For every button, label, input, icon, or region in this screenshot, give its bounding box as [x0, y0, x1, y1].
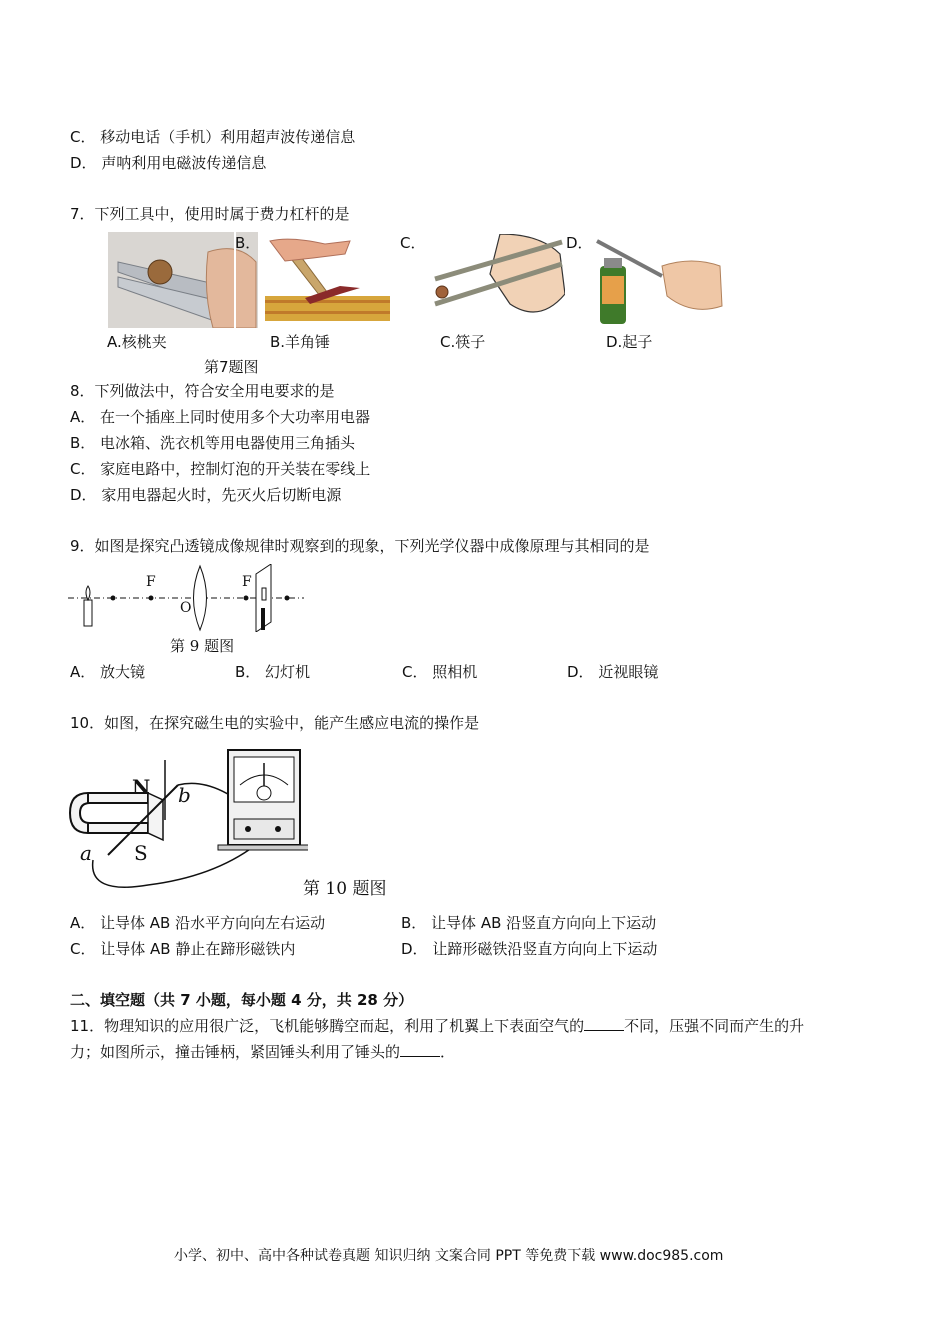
- q7-label-a: A.核桃夹: [107, 333, 167, 351]
- conductor-end-b-label: b: [178, 783, 191, 807]
- claw-hammer-image: [265, 236, 390, 326]
- section-2-title: 二、填空题（共 7 小题，每小题 4 分，共 28 分）: [70, 991, 414, 1009]
- q11-blank-1: [584, 1016, 624, 1031]
- q7-marker-d: D．: [566, 234, 593, 252]
- q6-option-c: C． 移动电话（手机）利用超声波传递信息: [70, 128, 356, 146]
- q8-option-c: C． 家庭电路中，控制灯泡的开关装在零线上: [70, 460, 371, 478]
- q9-stem: 9．如图是探究凸透镜成像规律时观察到的现象，下列光学仪器中成像原理与其相同的是: [70, 537, 650, 555]
- q7-label-c: C.筷子: [440, 333, 486, 351]
- q10-option-b: B． 让导体 AB 沿竖直方向向上下运动: [401, 914, 657, 932]
- q7-label-b: B.羊角锤: [270, 333, 331, 351]
- q8-option-b: B． 电冰箱、洗衣机等用电器使用三角插头: [70, 434, 356, 452]
- q11-line-2-text-b: ．: [440, 1043, 456, 1061]
- q7-marker-b: B．: [235, 234, 261, 252]
- q7-marker-c: C．: [400, 234, 426, 252]
- q11-blank-2: [400, 1042, 440, 1057]
- q11-line-1-text-a: 11．物理知识的应用很广泛，飞机能够腾空而起，利用了机翼上下表面空气的: [70, 1017, 585, 1035]
- q9-option-d: D． 近视眼镜: [567, 663, 659, 681]
- q9-option-a: A． 放大镜: [70, 663, 146, 681]
- south-pole-label: S: [134, 841, 148, 865]
- q8-stem: 8．下列做法中，符合安全用电要求的是: [70, 382, 335, 400]
- q11-line-2-text-a: 力；如图所示，撞击锤柄，紧固锤头利用了锤头的: [70, 1043, 401, 1061]
- focal-point-label-right: F: [242, 574, 252, 590]
- q7-figure-caption: 第7题图: [204, 358, 259, 376]
- page-footer: 小学、初中、高中各种试卷真题 知识归纳 文案合同 PPT 等免费下载 www.doc985.com: [174, 1248, 724, 1264]
- q10-figure-caption: 第 10 题图: [303, 879, 387, 899]
- bottle-opener-image: [592, 236, 724, 324]
- q10-option-a: A． 让导体 AB 沿水平方向向左右运动: [70, 914, 326, 932]
- q9-option-c: C． 照相机: [402, 663, 478, 681]
- q11-line-1-text-b: 不同，压强不同而产生的升: [624, 1017, 805, 1035]
- q6-option-d: D． 声呐利用电磁波传递信息: [70, 154, 267, 172]
- q11-line-2: [70, 1042, 455, 1062]
- induction-experiment-diagram: [68, 745, 308, 895]
- q7-label-d: D.起子: [606, 333, 653, 351]
- q7-stem: 7．下列工具中，使用时属于费力杠杆的是: [70, 205, 350, 223]
- q10-option-c: C． 让导体 AB 静止在蹄形磁铁内: [70, 940, 296, 958]
- focal-point-label-left: F: [146, 574, 156, 590]
- lens-diagram: [68, 564, 304, 632]
- north-pole-label: N: [132, 775, 151, 799]
- q8-option-a: A． 在一个插座上同时使用多个大功率用电器: [70, 408, 371, 426]
- q10-stem: 10．如图，在探究磁生电的实验中，能产生感应电流的操作是: [70, 714, 480, 732]
- optical-center-label: O: [180, 600, 192, 616]
- conductor-end-a-label: a: [80, 841, 92, 865]
- q9-option-b: B． 幻灯机: [235, 663, 311, 681]
- q11-line-1: [70, 1016, 804, 1036]
- q8-option-d: D． 家用电器起火时，先灭火后切断电源: [70, 486, 342, 504]
- chopsticks-image: [430, 234, 565, 326]
- q10-option-d: D． 让蹄形磁铁沿竖直方向向上下运动: [401, 940, 658, 958]
- q9-figure-caption: 第 9 题图: [170, 637, 235, 655]
